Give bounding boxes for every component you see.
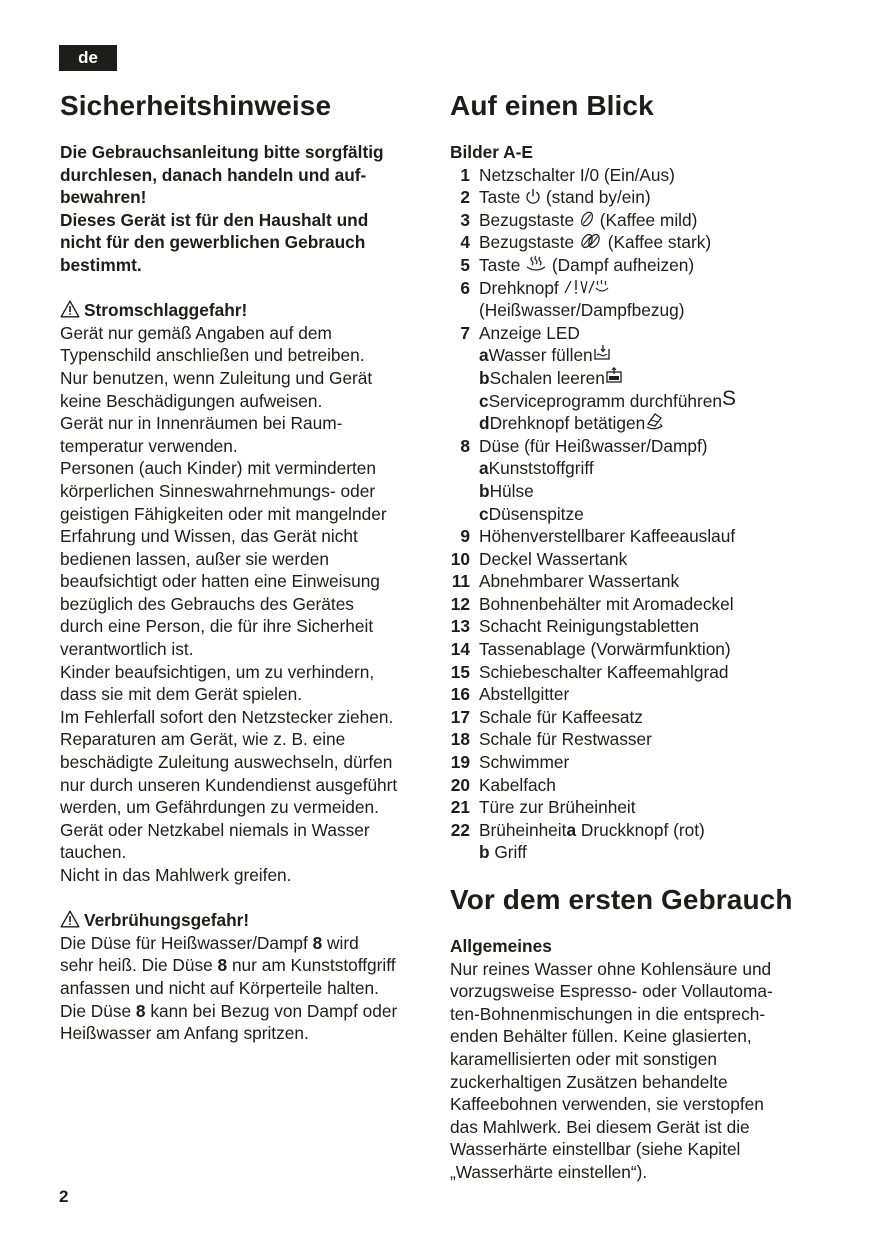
electric-shock-warning [60,299,432,886]
first-use-subtitle: Allgemeines [450,936,552,956]
safety-intro [60,141,432,277]
empty-trays-icon [605,367,623,384]
body-line: Die Düse 8 kann bei Bezug von Dampf oder [60,1000,398,1021]
warning-triangle-icon [60,910,80,928]
intro-line: durchlesen, danach handeln und auf- [60,164,367,185]
list-item: 8 Düse (für Heißwasser/Dampf) [460,435,708,456]
turn-knob-icon [645,412,665,430]
list-item: 18 Schale für Restwasser [450,729,652,750]
language-tab: de [59,45,117,71]
warning-triangle-icon [60,300,80,318]
first-use-title: Vor dem ersten Gebrauch [450,884,793,915]
body-line: körperlichen Sinneswahrnehmungs- oder [60,480,376,501]
list-item: 4 Bezugstaste (Kaffee stark) [460,232,712,253]
body-line: tauchen. [60,842,127,863]
warning-title: Verbrühungsgefahr! [84,910,250,931]
warning-body [60,322,432,887]
warning-title: Stromschlaggefahr! [84,300,248,321]
intro-line: Die Gebrauchsanleitung bitte sorgfältig [60,142,384,162]
body-line: Gerät nur in Innenräumen bei Raum- [60,413,343,434]
coffee-bean-strong-icon [579,232,603,250]
intro-line: Dieses Gerät ist für den Haushalt und [60,209,369,230]
overview-subtitle: Bilder A-E [450,142,533,162]
body-line: Heißwasser am Anfang spritzen. [60,1023,309,1044]
coffee-bean-mild-icon [579,210,595,228]
body-line: anfassen und nicht auf Körperteile halten. [60,977,379,998]
body-line: Typenschild anschließen und betreiben. [60,345,365,366]
list-item: 11 Abnehmbarer Wassertank [451,571,680,592]
body-line: bezüglich des Gebrauchs des Gerätes [60,593,354,614]
list-item: 22 Brüheinheit a Druckknopf (rot) [450,819,705,840]
intro-line: bewahren! [60,187,147,208]
page-number: 2 [59,1187,69,1206]
steam-heat-icon [525,255,547,273]
list-item: 12 Bohnenbehälter mit Aromadeckel [450,593,734,614]
led-item: c Serviceprogramm durchführen S [479,386,737,411]
nozzle-item: a Kunststoffgriff [479,458,594,479]
body-line: Die Düse für Heißwasser/Dampf 8 wird [60,932,359,953]
body-line: beaufsichtigt oder hatten eine Einweisung [60,571,380,592]
body-line: Erfahrung und Wissen, das Gerät nicht [60,526,358,547]
body-line: das Mahlwerk. Bei diesem Gerät ist die [450,1116,750,1137]
list-item: b Griff [479,842,527,863]
list-item: 3 Bezugstaste (Kaffee mild) [460,209,698,230]
body-line: Nur benutzen, wenn Zuleitung und Gerät [60,367,373,388]
nozzle-item: c Düsenspitze [479,503,584,524]
body-line: geistigen Fähigkeiten oder mit mangelnder [60,503,387,524]
body-line: dass sie mit dem Gerät spielen. [60,684,303,705]
rotary-knob-symbols-icon [564,278,610,296]
body-line: sehr heiß. Die Düse 8 nur am Kunststoffgriff [60,955,396,976]
list-item: 5 Taste (Dampf aufheizen) [460,254,695,275]
intro-line: bestimmt. [60,254,142,275]
nozzle-item: b Hülse [479,480,534,501]
body-line: temperatur verwenden. [60,435,238,456]
intro-line: nicht für den gewerblichen Gebrauch [60,232,366,253]
safety-column [60,88,432,1045]
list-item: 2 Taste (stand by/ein) [460,187,651,208]
list-item: 14 Tassenablage (Vorwärmfunktion) [450,639,731,660]
body-line: keine Beschädigungen aufweisen. [60,390,323,411]
body-line: Nicht in das Mahlwerk greifen. [60,865,292,885]
brew-unit-list [450,819,822,864]
power-standby-icon [525,188,541,205]
list-item: 20 Kabelfach [450,774,556,795]
list-item: 21 Türe zur Brüheinheit [450,797,636,818]
body-line: nur durch unseren Kundendienst ausgeführt [60,774,398,795]
body-line: Gerät oder Netzkabel niemals in Wasser [60,819,370,840]
service-s-icon: S [722,386,737,410]
list-item: 16 Abstellgitter [450,684,570,705]
led-item: b Schalen leeren [450,367,822,390]
body-line: zuckerhaltigen Zusätzen behandelte [450,1071,728,1092]
first-use-body [450,958,822,1184]
list-item: 1 Netzschalter I/0 (Ein/Aus) [460,164,675,185]
body-line: Personen (auch Kinder) mit verminderten [60,458,377,479]
body-line: verantwortlich ist. [60,639,194,660]
led-item: d Drehknopf betätigen [450,412,822,435]
body-line: durch eine Person, die für ihre Sicherheit [60,616,374,637]
safety-title: Sicherheitshinweise [60,90,332,121]
body-line: Im Fehlerfall sofort den Netzstecker ziehen. [60,706,394,727]
body-line: enden Behälter füllen. Keine glasierten, [450,1026,752,1047]
body-line: ten-Bohnenmischungen in die entsprech- [450,1003,766,1024]
list-item: 6 Drehknopf [450,277,822,300]
body-line: Reparaturen am Gerät, wie z. B. eine [60,729,346,750]
led-item: a Wasser füllen [450,344,822,367]
list-item: 7 Anzeige LED [460,322,580,343]
fill-water-icon [593,344,611,361]
body-line: vorzugsweise Espresso- oder Vollautoma- [450,981,773,1002]
body-line: Gerät nur gemäß Angaben auf dem [60,322,332,343]
list-item: 9 Höhenverstellbarer Kaffeeauslauf [460,526,736,547]
parts-list-continued [450,525,822,819]
body-line: Kinder beaufsichtigen, um zu verhindern, [60,661,375,682]
scald-warning [60,909,432,1045]
overview-column [450,88,822,1184]
list-item: 17 Schale für Kaffeesatz [450,706,643,727]
body-line: Kaffeebohnen verwenden, sie verstopfen [450,1094,764,1115]
list-item: (Heißwasser/Dampfbezug) [479,300,685,321]
body-line: werden, um Gefährdungen zu vermeiden. [60,797,379,818]
list-item: 13 Schacht Reinigungstabletten [450,616,700,637]
body-line: „Wasserhärte einstellen“). [450,1161,648,1182]
body-line: Nur reines Wasser ohne Kohlensäure und [450,958,772,979]
list-item: 10 Deckel Wassertank [450,548,628,569]
body-line: karamellisierten oder mit sonstigen [450,1048,718,1069]
list-item: 15 Schiebeschalter Kaffeemahlgrad [450,661,729,682]
overview-title: Auf einen Blick [450,90,654,121]
body-line: beschädigte Zuleitung auswechseln, dürfen [60,752,393,773]
parts-list [450,164,822,526]
list-item: 19 Schwimmer [450,752,570,773]
body-line: Wasserhärte einstellbar (siehe Kapitel [450,1139,741,1160]
body-line: bedienen lassen, außer sie werden [60,548,329,569]
